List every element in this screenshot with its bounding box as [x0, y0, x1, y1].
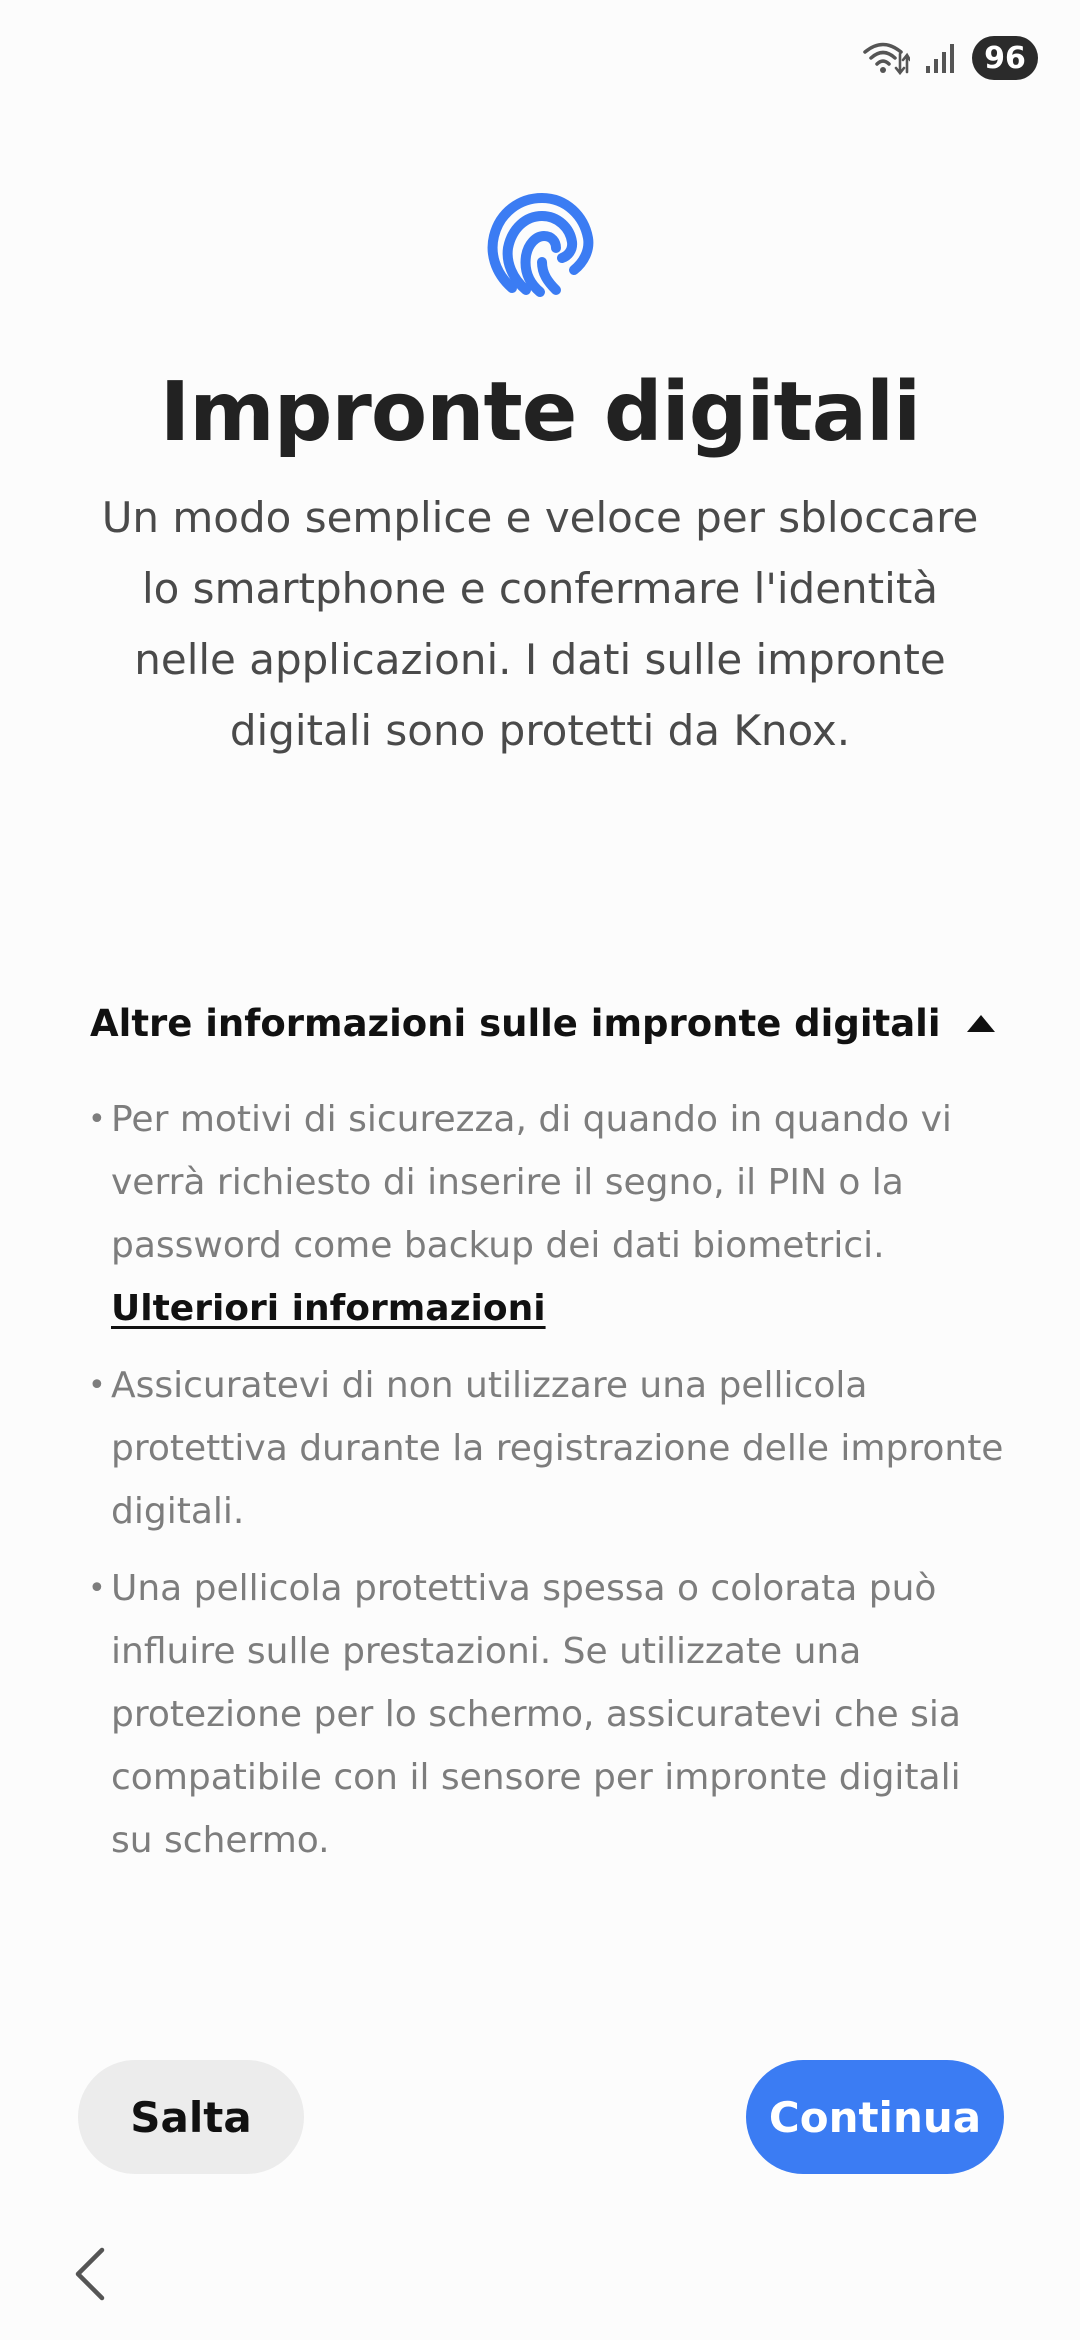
- back-chevron-icon[interactable]: [68, 2244, 112, 2304]
- info-item-text: Per motivi di sicurezza, di quando in quando vi verrà richiesto di inserire il segno, il PIN o la password come backup dei dati biometrici.: [111, 1099, 952, 1266]
- info-item-text: Assicuratevi di non utilizzare una pellicola protettiva durante la registrazione delle impronte digitali.: [111, 1365, 1004, 1532]
- fingerprint-icon: [484, 190, 596, 302]
- wifi-data-icon: [862, 40, 910, 76]
- info-item-text: Una pellicola protettiva spessa o colorata può influire sulle prestazioni. Se utilizzate una protezione per lo schermo, assicuratevi che sia compatibile con il sensore per impronte digitali su schermo.: [111, 1568, 961, 1861]
- battery-indicator: 96: [972, 36, 1038, 80]
- skip-button[interactable]: Salta: [78, 2060, 304, 2174]
- info-list: [88, 1088, 1008, 1886]
- more-info-link[interactable]: Ulteriori informazioni: [111, 1288, 546, 1329]
- info-item: [88, 1557, 1008, 1872]
- more-info-toggle[interactable]: [90, 1002, 995, 1045]
- info-item: [88, 1354, 1008, 1543]
- page-title: Impronte digitali: [159, 365, 921, 460]
- status-bar: [862, 30, 1038, 86]
- cell-signal-icon: [924, 42, 958, 74]
- caret-up-icon: [967, 1015, 995, 1032]
- page-subtitle: Un modo semplice e veloce per sbloccare lo smartphone e confermare l'identità nelle applicazioni. I dati sulle impronte digitali sono protetti da Knox.: [101, 493, 979, 755]
- info-item: [88, 1088, 1008, 1340]
- continue-button[interactable]: Continua: [746, 2060, 1004, 2174]
- more-info-label: Altre informazioni sulle impronte digitali: [90, 1002, 941, 1045]
